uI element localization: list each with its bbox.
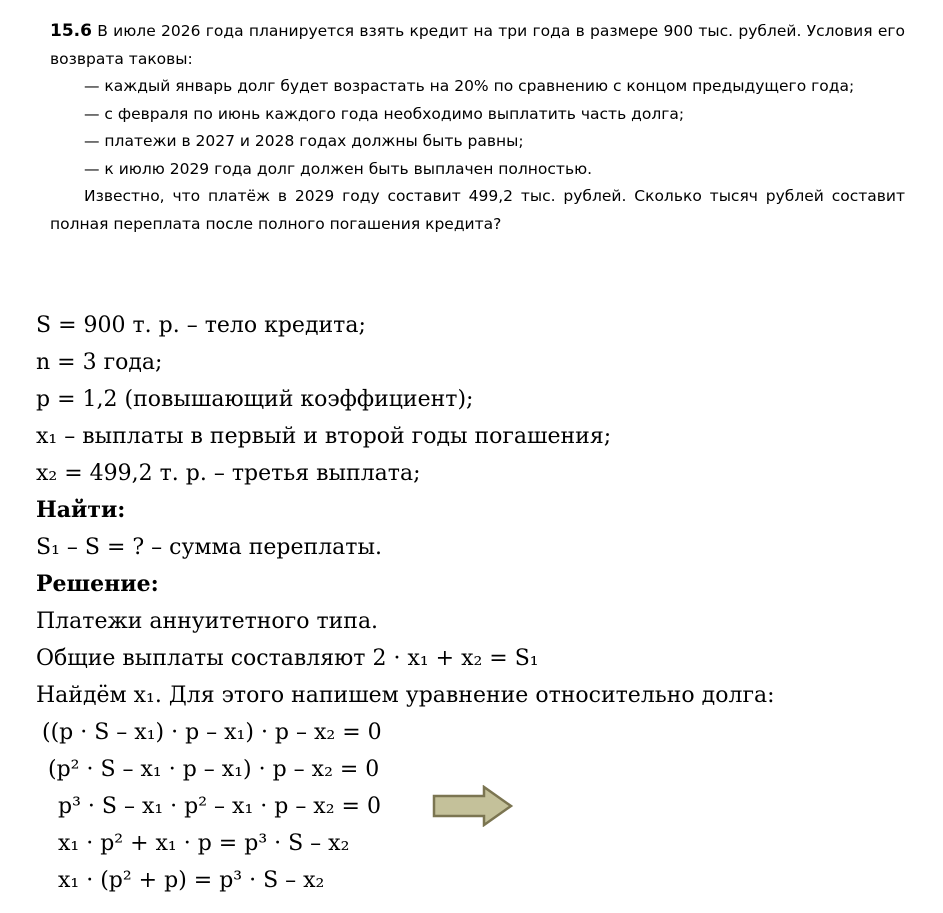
given-s: S = 900 т. р. – тело кредита;	[36, 313, 366, 338]
right-arrow-icon	[432, 785, 514, 827]
step-2: Общие выплаты составляют 2 · x₁ + x₂ = S₁	[36, 646, 539, 671]
condition-3: — платежи в 2027 и 2028 годах должны быть равны;	[84, 132, 524, 150]
equation-5: x₁ · (p² + p) = p³ · S – x₂	[58, 868, 325, 893]
given-x1: x₁ – выплаты в первый и второй годы погашения;	[36, 424, 612, 449]
given-x2: x₂ = 499,2 т. р. – третья выплата;	[36, 461, 421, 486]
given-n: n = 3 года;	[36, 350, 163, 375]
solution-block	[36, 307, 775, 899]
solution-heading: Решение:	[36, 571, 159, 597]
problem-statement	[50, 18, 905, 238]
problem-number: 15.6	[50, 21, 92, 41]
equation-3: p³ · S – x₁ · p² – x₁ · p – x₂ = 0	[58, 794, 381, 819]
given-p: p = 1,2 (повышающий коэффициент);	[36, 387, 474, 412]
equation-4: x₁ · p² + x₁ · p = p³ · S – x₂	[58, 831, 350, 856]
step-3: Найдём x₁. Для этого напишем уравнение относительно долга:	[36, 683, 775, 708]
equation-2: (p² · S – x₁ · p – x₁) · p – x₂ = 0	[48, 757, 380, 782]
find-value: S₁ – S = ? – сумма переплаты.	[36, 535, 382, 560]
condition-4: — к июлю 2029 года долг должен быть выплачен полностью.	[84, 159, 593, 178]
problem-intro: 15.6 В июле 2026 года планируется взять кредит на три года в размере 900 тыс. рублей. Условия его возврата таковы:	[50, 21, 905, 68]
condition-1: — каждый январь долг будет возрастать на 20% по сравнению с концом предыдущего года;	[84, 77, 855, 95]
problem-question: Известно, что платёж в 2029 году составит 499,2 тыс. рублей. Сколько тысяч рублей составит полная переплата после полного погашения кредита?	[50, 187, 905, 233]
find-heading: Найти:	[36, 497, 126, 523]
equation-1: ((p · S – x₁) · p – x₁) · p – x₂ = 0	[42, 720, 382, 745]
step-1: Платежи аннуитетного типа.	[36, 609, 379, 634]
condition-2: — с февраля по июнь каждого года необходимо выплатить часть долга;	[84, 104, 685, 123]
